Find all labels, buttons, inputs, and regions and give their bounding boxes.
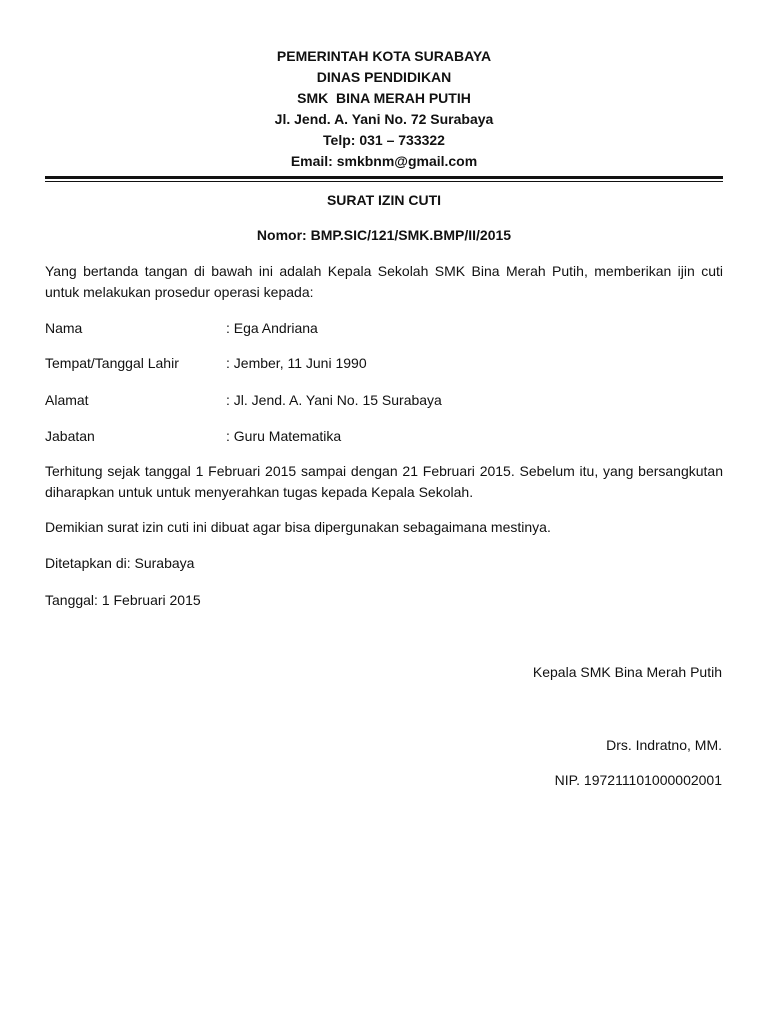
field-value: : Ega Andriana (226, 320, 318, 336)
letterhead-school: SMK BINA MERAH PUTIH (297, 90, 471, 106)
field-label: Alamat (45, 392, 89, 408)
issue-date: Tanggal: 1 Februari 2015 (45, 592, 201, 608)
field-value: : Jl. Jend. A. Yani No. 15 Surabaya (226, 392, 442, 408)
field-label: Nama (45, 320, 83, 336)
letterhead (0, 46, 768, 172)
signatory-nip: NIP. 197211101000002001 (554, 772, 722, 788)
letterhead-address: Jl. Jend. A. Yani No. 72 Surabaya (274, 111, 494, 127)
letterhead-email: Email: smkbnm@gmail.com (290, 153, 478, 169)
letterhead-department: DINAS PENDIDIKAN (316, 69, 452, 85)
field-label: Tempat/Tanggal Lahir (45, 355, 179, 371)
signatory-name: Drs. Indratno, MM. (606, 737, 722, 753)
period-paragraph: Terhitung sejak tanggal 1 Februari 2015 sampai dengan 21 Februari 2015. Sebelum itu, yang bersangkutan diharapkan untuk untuk menyerahkan tugas kepada Kepala Sekolah. (45, 463, 723, 500)
intro-paragraph: Yang bertanda tangan di bawah ini adalah Kepala Sekolah SMK Bina Merah Putih, memberikan ijin cuti untuk melakukan prosedur operasi kepada: (45, 263, 723, 300)
document-title: SURAT IZIN CUTI (326, 192, 442, 208)
issue-place: Ditetapkan di: Surabaya (45, 555, 195, 571)
field-value: : Guru Matematika (226, 428, 342, 444)
letterhead-divider-thick (45, 176, 723, 179)
signatory-position: Kepala SMK Bina Merah Putih (532, 664, 722, 680)
letterhead-government: PEMERINTAH KOTA SURABAYA (276, 48, 492, 64)
closing-paragraph: Demikian surat izin cuti ini dibuat agar bisa dipergunakan sebagaimana mestinya. (45, 519, 551, 535)
field-label: Jabatan (45, 428, 95, 444)
letterhead-divider-thin (45, 181, 723, 182)
document-number: Nomor: BMP.SIC/121/SMK.BMP/II/2015 (256, 227, 512, 243)
field-value: : Jember, 11 Juni 1990 (226, 355, 367, 371)
letterhead-phone: Telp: 031 – 733322 (323, 132, 445, 148)
